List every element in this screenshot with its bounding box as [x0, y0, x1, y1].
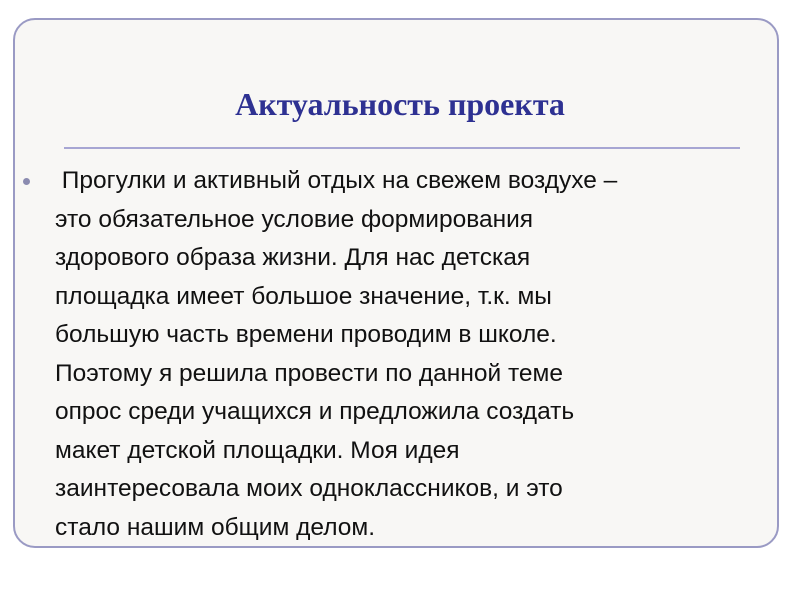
paragraph-line: это обязательное условие формирования — [55, 205, 534, 233]
paragraph-line: макет детской площадки. Моя идея — [55, 436, 460, 464]
paragraph-line: здорового образа жизни. Для нас детская — [55, 244, 531, 271]
paragraph-line: большую часть времени проводим в школе. — [55, 321, 557, 348]
paragraph-line: заинтересовала моих одноклассников, и это — [55, 475, 563, 502]
slide-title: Актуальность проекта — [235, 86, 565, 122]
bullet-icon — [23, 178, 30, 185]
paragraph-line: площадка имеет большое значение, т.к. мы — [55, 282, 552, 310]
paragraph-line: Поэтому я решила провести по данной теме — [55, 359, 564, 387]
paragraph-line: Прогулки и активный отдых на свежем воздухе – — [55, 167, 618, 194]
paragraph-line: стало нашим общим делом. — [55, 513, 376, 541]
bullet-paragraph — [55, 162, 785, 547]
paragraph-line: опрос среди учащихся и предложила создать — [55, 398, 575, 425]
title-divider — [64, 147, 740, 149]
